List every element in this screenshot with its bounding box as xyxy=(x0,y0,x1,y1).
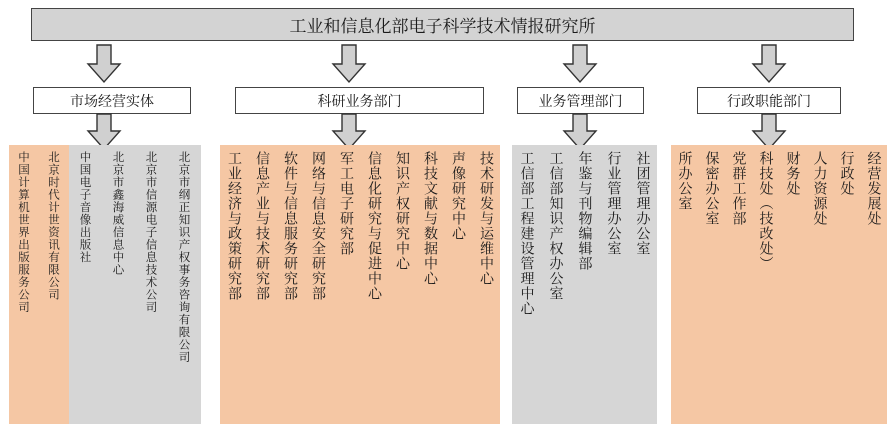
unit-cell xyxy=(570,145,599,424)
unit-cell xyxy=(512,145,541,424)
unit-label: 知识产权研究中心 xyxy=(394,151,410,271)
unit-label: 年鉴与刊物编辑部 xyxy=(576,151,593,271)
dept-market-entities xyxy=(33,87,191,114)
unit-cell xyxy=(39,145,69,424)
unit-label: 行政处 xyxy=(838,151,855,196)
unit-cell xyxy=(304,145,332,424)
dept-label: 业务管理部门 xyxy=(538,93,623,110)
dept-business-management xyxy=(517,87,644,114)
arrow-down-icon xyxy=(331,44,367,84)
unit-label: 信息产业与技术研究部 xyxy=(254,151,270,301)
unit-cell xyxy=(135,145,168,424)
unit-cell xyxy=(599,145,628,424)
unit-label: 行业管理办公室 xyxy=(605,151,622,256)
unit-label: 工业经济与政策研究部 xyxy=(226,151,242,301)
unit-cell xyxy=(671,145,698,424)
unit-label: 工信部工程建设管理中心 xyxy=(518,151,535,316)
unit-label: 社团管理办公室 xyxy=(634,151,651,256)
unit-cell xyxy=(444,145,472,424)
unit-label: 中国电子音像出版社 xyxy=(78,151,93,264)
unit-cell xyxy=(698,145,725,424)
unit-label: 声像研究中心 xyxy=(450,151,466,241)
unit-label: 经营发展处 xyxy=(865,151,882,226)
unit-label: 党群工作部 xyxy=(730,151,747,226)
unit-label: 军工电子研究部 xyxy=(338,151,354,256)
unit-cell xyxy=(725,145,752,424)
unit-cell xyxy=(860,145,887,424)
unit-label: 保密办公室 xyxy=(703,151,720,226)
dept-research-business xyxy=(235,87,484,114)
unit-cell xyxy=(248,145,276,424)
unit-label: 北京市鑫海威信息中心 xyxy=(111,151,126,276)
unit-cell xyxy=(779,145,806,424)
unit-cell xyxy=(276,145,304,424)
dept-label: 科研业务部门 xyxy=(317,93,402,110)
unit-label: 软件与信息服务研究部 xyxy=(282,151,298,301)
arrow-down-icon xyxy=(751,44,787,84)
unit-cell xyxy=(628,145,657,424)
unit-label: 中国计算机世界出版服务公司 xyxy=(17,151,31,314)
dept-label: 市场经营实体 xyxy=(70,93,154,110)
unit-cell xyxy=(69,145,102,424)
unit-label: 信息化研究与促进中心 xyxy=(366,151,382,301)
unit-cell xyxy=(416,145,444,424)
dept-label: 行政职能部门 xyxy=(727,93,811,110)
unit-label: 工信部知识产权办公室 xyxy=(547,151,564,301)
unit-label: 北京时代计世资讯有限公司 xyxy=(47,151,61,301)
unit-cell xyxy=(102,145,135,424)
unit-cell xyxy=(9,145,39,424)
unit-cell xyxy=(752,145,779,424)
institute-title: 工业和信息化部电子科学技术情报研究所 xyxy=(289,17,596,37)
institute-title-box xyxy=(31,8,854,41)
unit-label: 财务处 xyxy=(784,151,801,196)
unit-cell xyxy=(220,145,248,424)
unit-cell xyxy=(806,145,833,424)
unit-cell xyxy=(168,145,201,424)
unit-label: 科技文献与数据中心 xyxy=(422,151,438,286)
unit-label: 北京市纲正知识产权事务咨询有限公司 xyxy=(177,151,192,364)
unit-label: 科技处（技改处） xyxy=(757,151,774,271)
unit-cell xyxy=(833,145,860,424)
unit-label: 人力资源处 xyxy=(811,151,828,226)
unit-label: 所办公室 xyxy=(676,151,693,211)
unit-label: 网络与信息安全研究部 xyxy=(310,151,326,301)
unit-label: 技术研发与运维中心 xyxy=(478,151,494,286)
arrow-down-icon xyxy=(86,44,122,84)
unit-label: 北京市信源电子信息技术公司 xyxy=(144,151,159,314)
unit-cell xyxy=(541,145,570,424)
dept-administrative xyxy=(697,87,841,114)
unit-cell xyxy=(332,145,360,424)
unit-cell xyxy=(472,145,500,424)
arrow-down-icon xyxy=(562,44,598,84)
unit-cell xyxy=(360,145,388,424)
unit-cell xyxy=(388,145,416,424)
